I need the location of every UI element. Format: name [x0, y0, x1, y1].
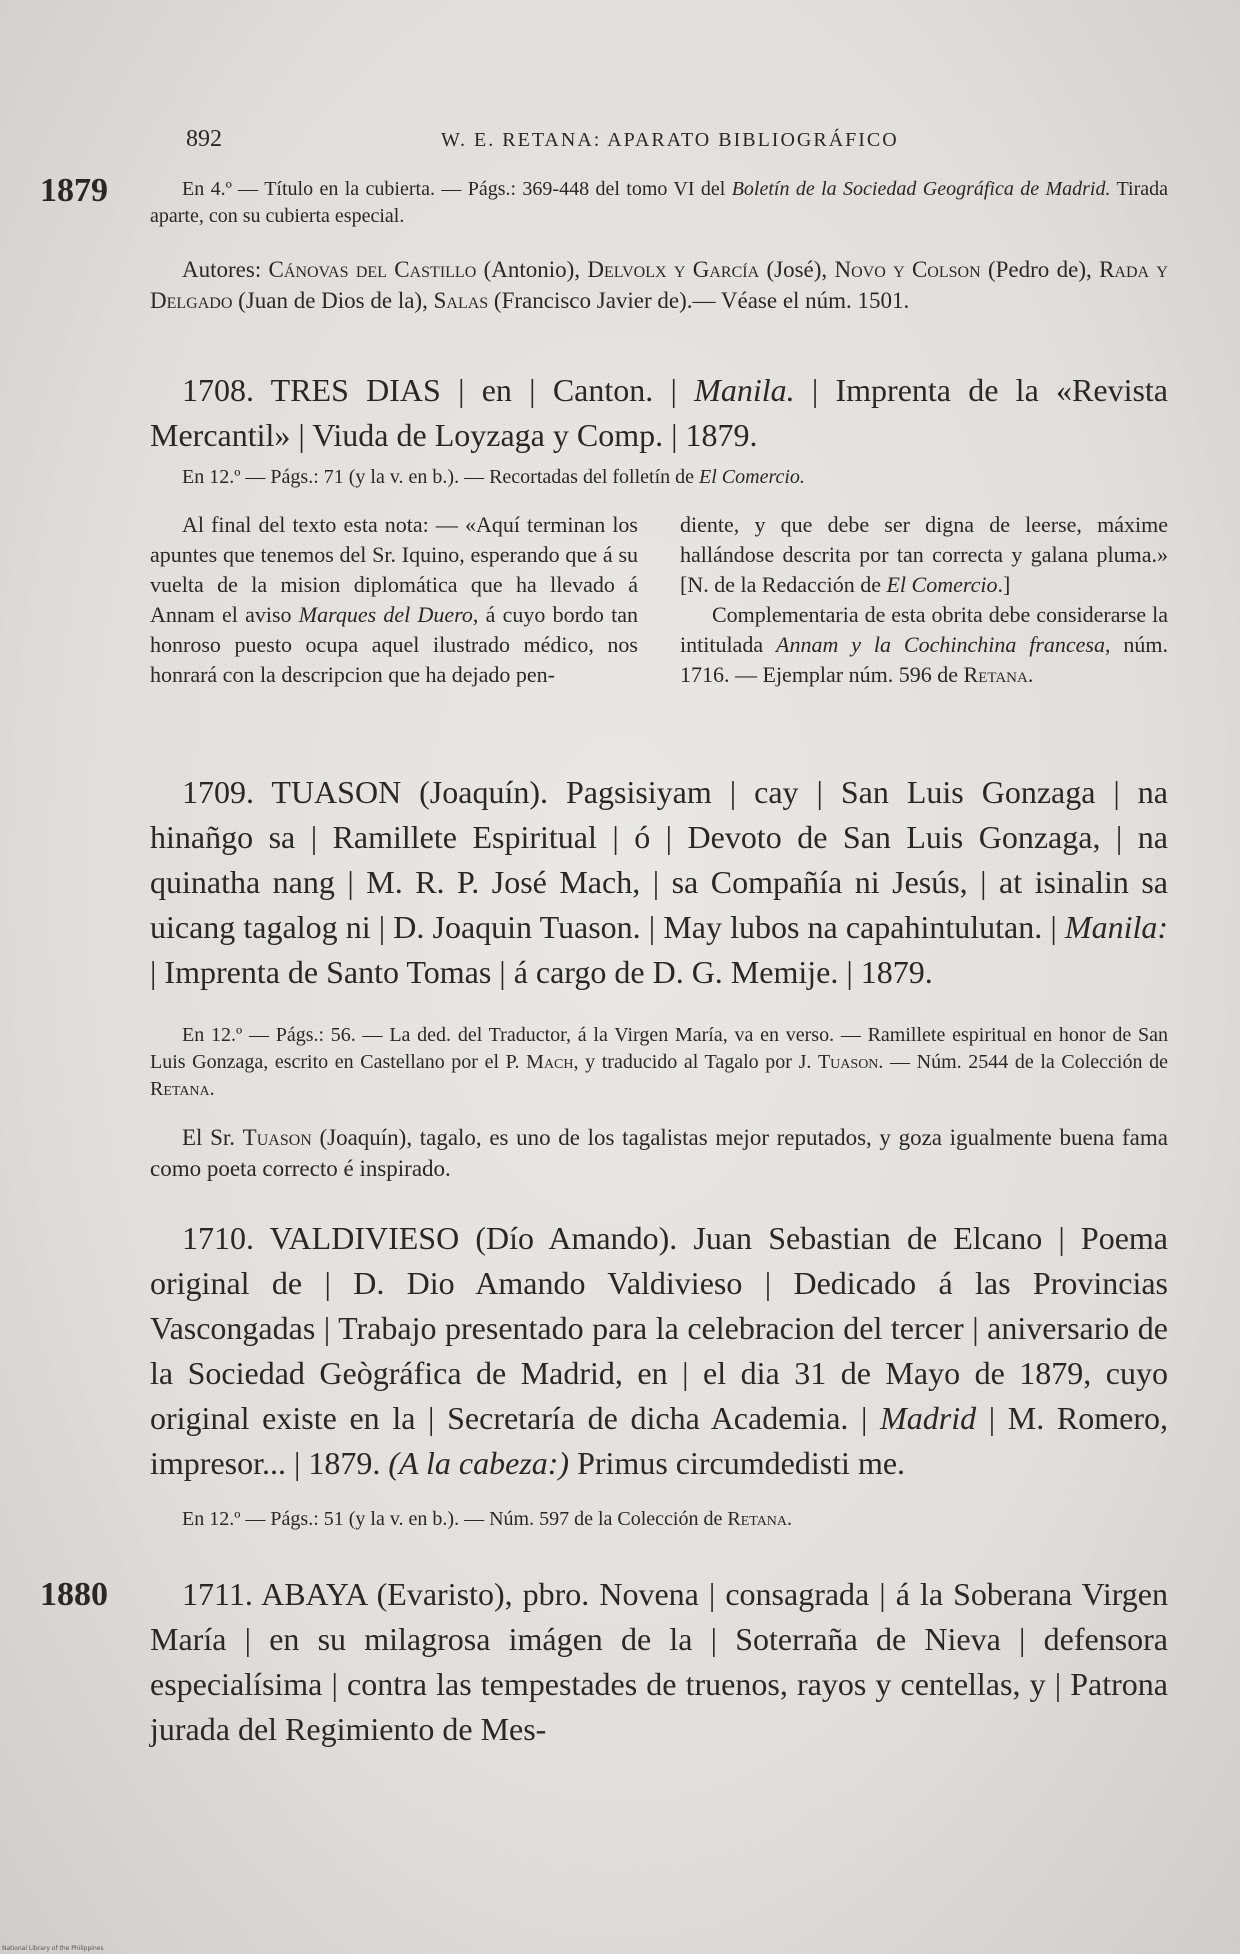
entry-1710-title: 1710. VALDIVIESO (Dío Amando). Juan Sebastian de Elcano | Poema original de | D. Dio Amando Valdivieso | Dedicado á las Provincias Vascongadas | Trabajo presentado para la celebracion del tercer | aniversario de la Sociedad Geògráfica de Madrid, en | el dia 31 de Mayo de 1879, cuyo original existe en la | Secretaría de dicha Academia. | Madrid | M. Romero, impresor... | 1879. (A la cabeza:) Primus circumdedisti me. [150, 1220, 1169, 1481]
entry-number: 1709. [182, 774, 254, 810]
entry-1711-title: 1711. ABAYA (Evaristo), pbro. Novena | consagrada | á la Soberana Virgen María | en su milagrosa imágen de la | Soterraña de Nieva | defensora especialísima | contra las tempestades de truenos, rayos y centellas, y | Patrona jurada del Regimiento de Mes- [150, 1576, 1168, 1747]
entry-1710-note: En 12.º — Págs.: 51 (y la v. en b.). — Núm. 597 de la Colección de Retana. [182, 1508, 793, 1530]
previous-entry-note: En 4.º — Título en la cubierta. — Págs.: 369-448 del tomo VI del Boletín de la Sociedad Geográfica de Madrid. Tirada aparte, con su cubierta especial. [150, 178, 1168, 227]
running-title: W. E. RETANA: APARATO BIBLIOGRÁFICO [441, 129, 899, 151]
entry-1709-comment: El Sr. Tuason (Joaquín), tagalo, es uno de los tagalistas mejor reputados, y goza igualmente buena fama como poeta correcto é inspirado. [150, 1125, 1168, 1181]
entry-number: 1710. [182, 1220, 254, 1256]
year-marker-1879: 1879 [40, 172, 108, 209]
left-column: Al final del texto esta nota: — «Aquí terminan los apuntes que tenemos del Sr. Iquino, esperando que á su vuelta de la mision diplomática que ha llevado á Annam el aviso Marques del Duero, á cuyo bordo tan honroso puesto ocupa aquel ilustrado médico, nos honrará con la descripcion que ha dejado pen- [150, 512, 638, 687]
library-stamp: National Library of the Philippines [2, 1945, 104, 1952]
page-number: 892 [186, 126, 222, 152]
author-name: Salas [433, 288, 489, 313]
author-name: Rada y Delgado [150, 257, 1168, 313]
entry-number: 1708. [182, 372, 254, 408]
entry-1709-note: En 12.º — Págs.: 56. — La ded. del Traductor, á la Virgen María, va en verso. — Ramillete espiritual en honor de San Luis Gonzaga, escrito en Castellano por el P. Mach, y traducido al Tagalo por J. Tuason. — Núm. 2544 de la Colección de Retana. [150, 1024, 1168, 1100]
year-marker-1880: 1880 [40, 1576, 108, 1613]
place-of-publication: Manila: [1064, 909, 1168, 945]
authors-paragraph: Autores: Cánovas del Castillo (Antonio), Delvolx y García (José), Novo y Colson (Pedro de), Rada y Delgado (Juan de Dios de la), Salas (Francisco Javier de).— Véase el núm. 1501. [150, 257, 1168, 313]
entry-1708-columns [150, 510, 1168, 690]
entry-1709-title: 1709. TUASON (Joaquín). Pagsisiyam | cay | San Luis Gonzaga | na hinañgo sa | Ramillete Espiritual | ó | Devoto de San Luis Gonzaga, | na quinatha nang | M. R. P. José Mach, | sa Compañía ni Jesús, | at isinalin sa uicang tagalog ni | D. Joaquin Tuason. | May lubos na capahintulutan. | Manila: | Imprenta de Santo Tomas | á cargo de D. G. Memije. | 1879. [150, 774, 1168, 990]
journal-title: Boletín de la Sociedad Geográfica de Madrid. [731, 178, 1111, 200]
entry-number: 1711. [182, 1576, 253, 1612]
entry-1708-title: 1708. TRES DIAS | en | Canton. | Manila. | Imprenta de la «Revista Mercantil» | Viuda de Loyzaga y Comp. | 1879. [150, 372, 1169, 453]
right-column: diente, y que debe ser digna de leerse, máxime hallándose descrita por tan correcta y galana pluma.» [N. de la Redacción de El Comercio.] Complementaria de esta obrita debe considerarse la intitulada Annam y la Cochinchina francesa, núm. 1716. — Ejemplar núm. 596 de Retana. [680, 512, 1168, 687]
place-of-publication: Madrid [880, 1400, 977, 1436]
place-of-publication: Manila. [694, 372, 795, 408]
author-name: Delvolx y García [587, 257, 760, 282]
author-name: Novo y Colson [834, 257, 981, 282]
entry-1708-note: En 12.º — Págs.: 71 (y la v. en b.). — Recortadas del folletín de El Comercio. [182, 466, 805, 488]
author-name: Cánovas del Castillo [268, 257, 477, 282]
